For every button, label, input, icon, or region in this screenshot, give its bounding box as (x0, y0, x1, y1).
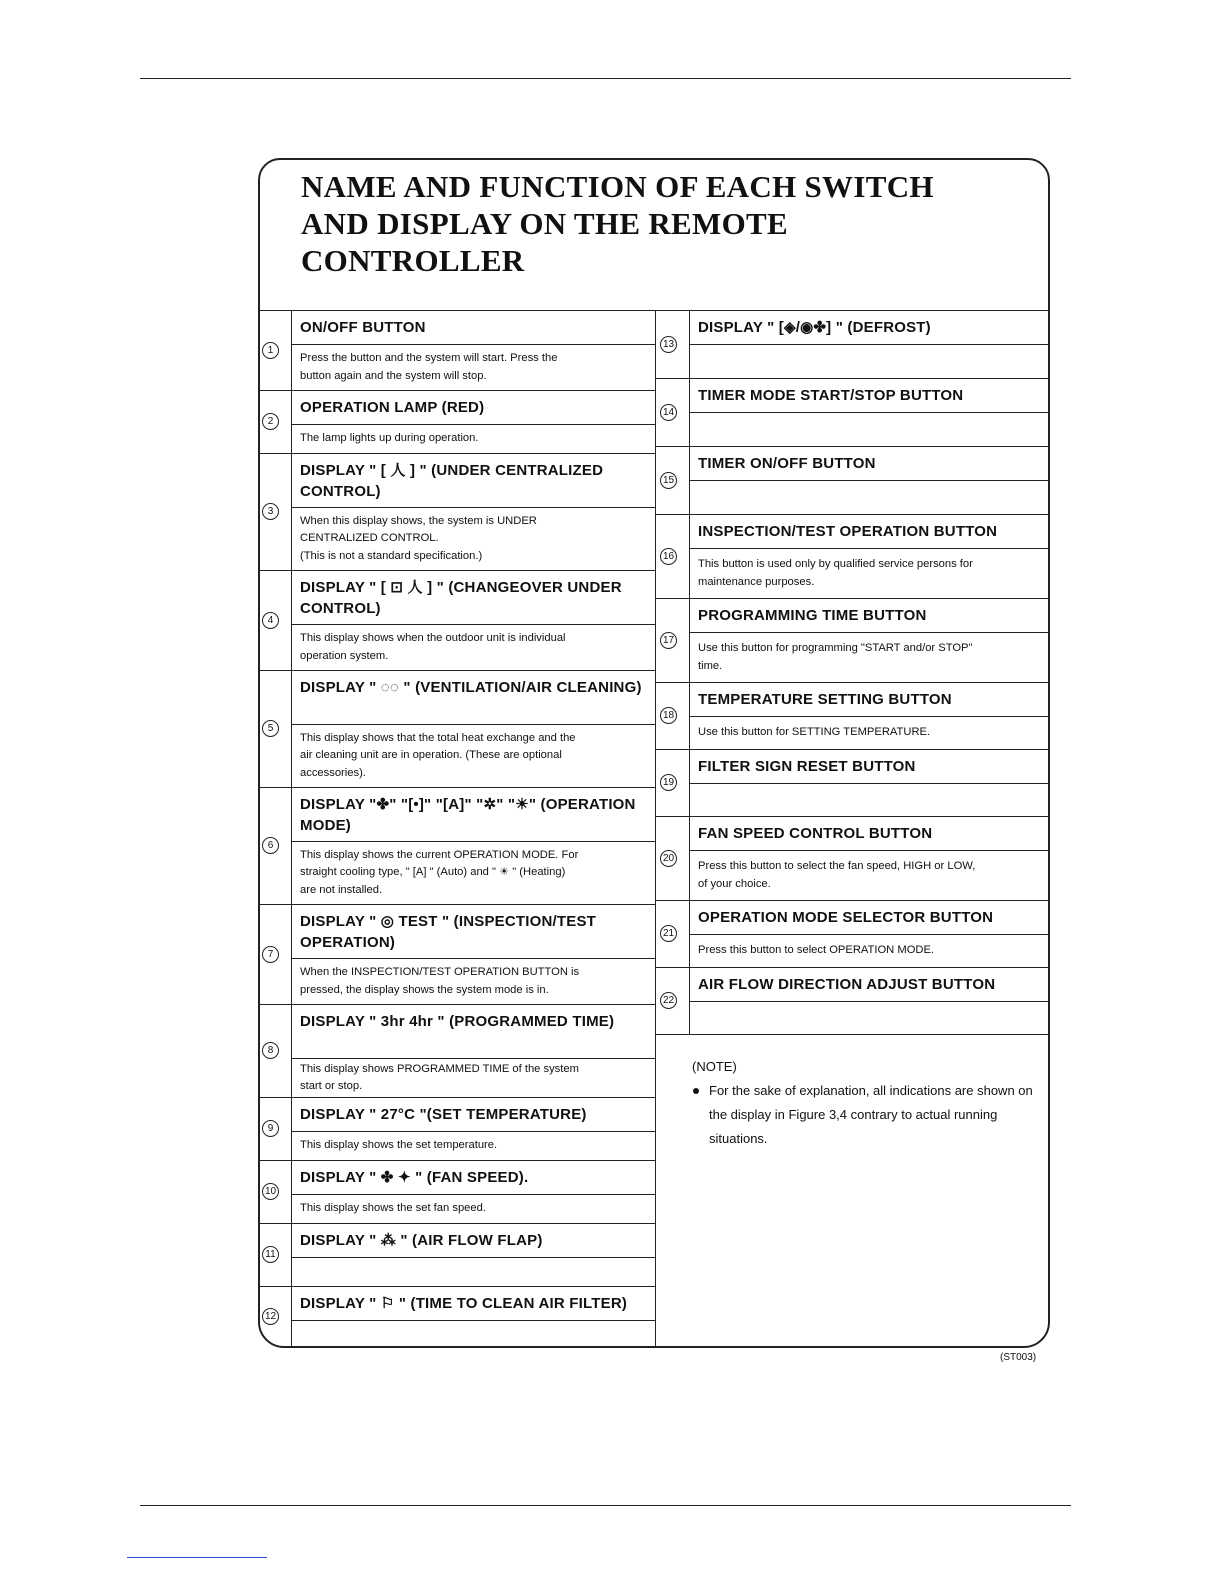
item-description (292, 1258, 655, 1286)
bottom-rule (140, 1505, 1071, 1506)
note-label: (NOTE) (692, 1059, 737, 1074)
description-line: This display shows PROGRAMMED TIME of the system (300, 1062, 579, 1075)
item-number-cell (656, 683, 690, 749)
item-description (292, 508, 655, 570)
circled-number: 22 (660, 992, 677, 1009)
item-number-cell (258, 571, 292, 670)
description-line: air cleaning unit are in operation. (These are optional (300, 749, 562, 762)
item-number-cell (258, 1224, 292, 1286)
item-description (292, 1059, 655, 1097)
description-line: The lamp lights up during operation. (300, 432, 479, 445)
item-description (690, 481, 1049, 514)
item-number-cell (258, 454, 292, 570)
description-line: maintenance purposes. (698, 575, 815, 588)
description-line: are not installed. (300, 883, 383, 896)
item-description (690, 345, 1049, 378)
circled-number: 3 (262, 503, 279, 520)
circled-number: 4 (262, 612, 279, 629)
description-line: Press the button and the system will start. Press the (300, 352, 558, 364)
item-title: OPERATION MODE SELECTOR BUTTON (690, 901, 1049, 935)
note (692, 1055, 1042, 1151)
circled-number: 11 (262, 1246, 279, 1263)
description-line: Press this button to select OPERATION MODE. (698, 944, 935, 957)
item-description (292, 959, 655, 1004)
top-rule (140, 78, 1071, 79)
item-description (292, 345, 655, 390)
item-6 (258, 788, 655, 905)
item-4 (258, 571, 655, 671)
description-line: This display shows that the total heat exchange and the (300, 731, 576, 744)
item-title: DISPLAY " 27°C "(SET TEMPERATURE) (292, 1098, 655, 1132)
description-line: CENTRALIZED CONTROL. (300, 532, 439, 545)
description-line: This button is used only by qualified service persons for (698, 558, 973, 570)
item-description (292, 1321, 655, 1346)
item-description (292, 1195, 655, 1223)
item-number-cell (656, 311, 690, 378)
item-description (292, 1132, 655, 1160)
item-14 (656, 379, 1049, 447)
description-line: When this display shows, the system is UNDER (300, 514, 537, 527)
circled-number: 1 (262, 342, 279, 359)
item-title: FILTER SIGN RESET BUTTON (690, 750, 1049, 784)
heading-box (258, 158, 1050, 311)
circled-number: 17 (660, 632, 677, 649)
circled-number: 9 (262, 1120, 279, 1137)
item-15 (656, 447, 1049, 515)
description-line: pressed, the display shows the system mode is in. (300, 983, 549, 996)
item-number-cell (656, 447, 690, 514)
circled-number: 20 (660, 850, 677, 867)
item-17 (656, 599, 1049, 683)
description-line: Use this button for programming "START and/or STOP" (698, 642, 973, 654)
item-description (690, 549, 1049, 598)
item-number-cell (258, 1005, 292, 1097)
item-title: INSPECTION/TEST OPERATION BUTTON (690, 515, 1049, 549)
description-line: This display shows the set temperature. (300, 1139, 498, 1152)
circled-number: 8 (262, 1042, 279, 1059)
item-1 (258, 311, 655, 391)
page-title: NAME AND FUNCTION OF EACH SWITCH AND DISPLAY ON THE REMOTE CONTROLLER (301, 169, 934, 278)
item-number-cell (258, 1287, 292, 1346)
footer-link-line (127, 1557, 267, 1558)
description-line: start or stop. (300, 1080, 363, 1092)
item-title: DISPLAY " ✤ ✦ " (FAN SPEED). (292, 1161, 655, 1195)
circled-number: 15 (660, 472, 677, 489)
item-title: OPERATION LAMP (RED) (292, 391, 655, 425)
item-title: ON/OFF BUTTON (292, 311, 655, 345)
circled-number: 10 (262, 1183, 279, 1200)
item-number-cell (258, 311, 292, 390)
item-18 (656, 683, 1049, 750)
item-number-cell (656, 968, 690, 1034)
figure-code: (ST003) (1000, 1352, 1037, 1363)
description-line: When the INSPECTION/TEST OPERATION BUTTON is (300, 966, 580, 978)
item-description (292, 625, 655, 670)
left-column (258, 311, 656, 1346)
right-column (656, 311, 1049, 1346)
circled-number: 19 (660, 774, 677, 791)
item-3 (258, 454, 655, 571)
description-line: accessories). (300, 766, 366, 779)
circled-number: 12 (262, 1308, 279, 1325)
circled-number: 5 (262, 720, 279, 737)
item-19 (656, 750, 1049, 817)
item-7 (258, 905, 655, 1005)
circled-number: 21 (660, 925, 677, 942)
item-9 (258, 1098, 655, 1161)
item-title: DISPLAY " 3hr 4hr " (PROGRAMMED TIME) (292, 1005, 655, 1059)
item-11 (258, 1224, 655, 1287)
item-title: TIMER MODE START/STOP BUTTON (690, 379, 1049, 413)
item-title: DISPLAY " [ 人 ] " (UNDER CENTRALIZED CONTROL) (292, 454, 655, 508)
circled-number: 2 (262, 413, 279, 430)
item-21 (656, 901, 1049, 968)
item-title: DISPLAY " [ ⊡ 人 ] " (CHANGEOVER UNDER CONTROL) (292, 571, 655, 625)
item-number-cell (258, 788, 292, 904)
item-title: DISPLAY " ◎ TEST " (INSPECTION/TEST OPERATION) (292, 905, 655, 959)
item-description (690, 413, 1049, 446)
circled-number: 18 (660, 707, 677, 724)
item-title: FAN SPEED CONTROL BUTTON (690, 817, 1049, 851)
item-title: TIMER ON/OFF BUTTON (690, 447, 1049, 481)
item-number-cell (656, 515, 690, 598)
circled-number: 6 (262, 837, 279, 854)
item-number-cell (258, 905, 292, 1004)
description-line: (This is not a standard specification.) (300, 549, 483, 562)
circled-number: 13 (660, 336, 677, 353)
description-line: This display shows when the outdoor unit is individual (300, 632, 566, 644)
description-line: Press this button to select the fan speed, HIGH or LOW, (698, 860, 976, 872)
item-10 (258, 1161, 655, 1224)
item-number-cell (258, 671, 292, 787)
item-number-cell (656, 750, 690, 816)
item-number-cell (258, 1161, 292, 1223)
description-line: button again and the system will stop. (300, 369, 487, 382)
item-description (292, 842, 655, 904)
item-number-cell (258, 1098, 292, 1160)
item-8 (258, 1005, 655, 1098)
item-2 (258, 391, 655, 454)
item-description (690, 784, 1049, 816)
note-text: For the sake of explanation, all indications are shown on the display in Figure 3,4 contrary to actual running situations. (692, 1079, 1042, 1151)
item-title: PROGRAMMING TIME BUTTON (690, 599, 1049, 633)
item-title: TEMPERATURE SETTING BUTTON (690, 683, 1049, 717)
item-number-cell (656, 901, 690, 967)
item-description (690, 935, 1049, 967)
item-description (690, 633, 1049, 682)
item-number-cell (258, 391, 292, 453)
description-line: This display shows the set fan speed. (300, 1202, 486, 1215)
description-line: This display shows the current OPERATION MODE. For (300, 848, 579, 861)
description-line: of your choice. (698, 877, 771, 890)
circled-number: 14 (660, 404, 677, 421)
item-20 (656, 817, 1049, 901)
description-line: Use this button for SETTING TEMPERATURE. (698, 726, 931, 739)
item-title: DISPLAY " [◈/◉✤] " (DEFROST) (690, 311, 1049, 345)
description-line: time. (698, 659, 723, 672)
item-number-cell (656, 599, 690, 682)
item-description (690, 851, 1049, 900)
description-line: operation system. (300, 649, 389, 662)
description-line: straight cooling type, " [A] " (Auto) and " ☀ " (Heating) (300, 866, 566, 879)
item-description (690, 1002, 1049, 1034)
item-title: DISPLAY " ⁂ " (AIR FLOW FLAP) (292, 1224, 655, 1258)
item-12 (258, 1287, 655, 1346)
circled-number: 7 (262, 946, 279, 963)
item-5 (258, 671, 655, 788)
item-number-cell (656, 379, 690, 446)
item-title: DISPLAY " ⚐ " (TIME TO CLEAN AIR FILTER) (292, 1287, 655, 1321)
item-description (292, 425, 655, 453)
item-title: DISPLAY "✤" "[•]" "[A]" "✲" "☀" (OPERATION MODE) (292, 788, 655, 842)
item-title: AIR FLOW DIRECTION ADJUST BUTTON (690, 968, 1049, 1002)
item-title: DISPLAY " ◌◌ " (VENTILATION/AIR CLEANING) (292, 671, 655, 725)
item-description (292, 725, 655, 787)
item-description (690, 717, 1049, 749)
item-number-cell (656, 817, 690, 900)
item-13 (656, 311, 1049, 379)
item-16 (656, 515, 1049, 599)
item-22 (656, 968, 1049, 1035)
circled-number: 16 (660, 548, 677, 565)
